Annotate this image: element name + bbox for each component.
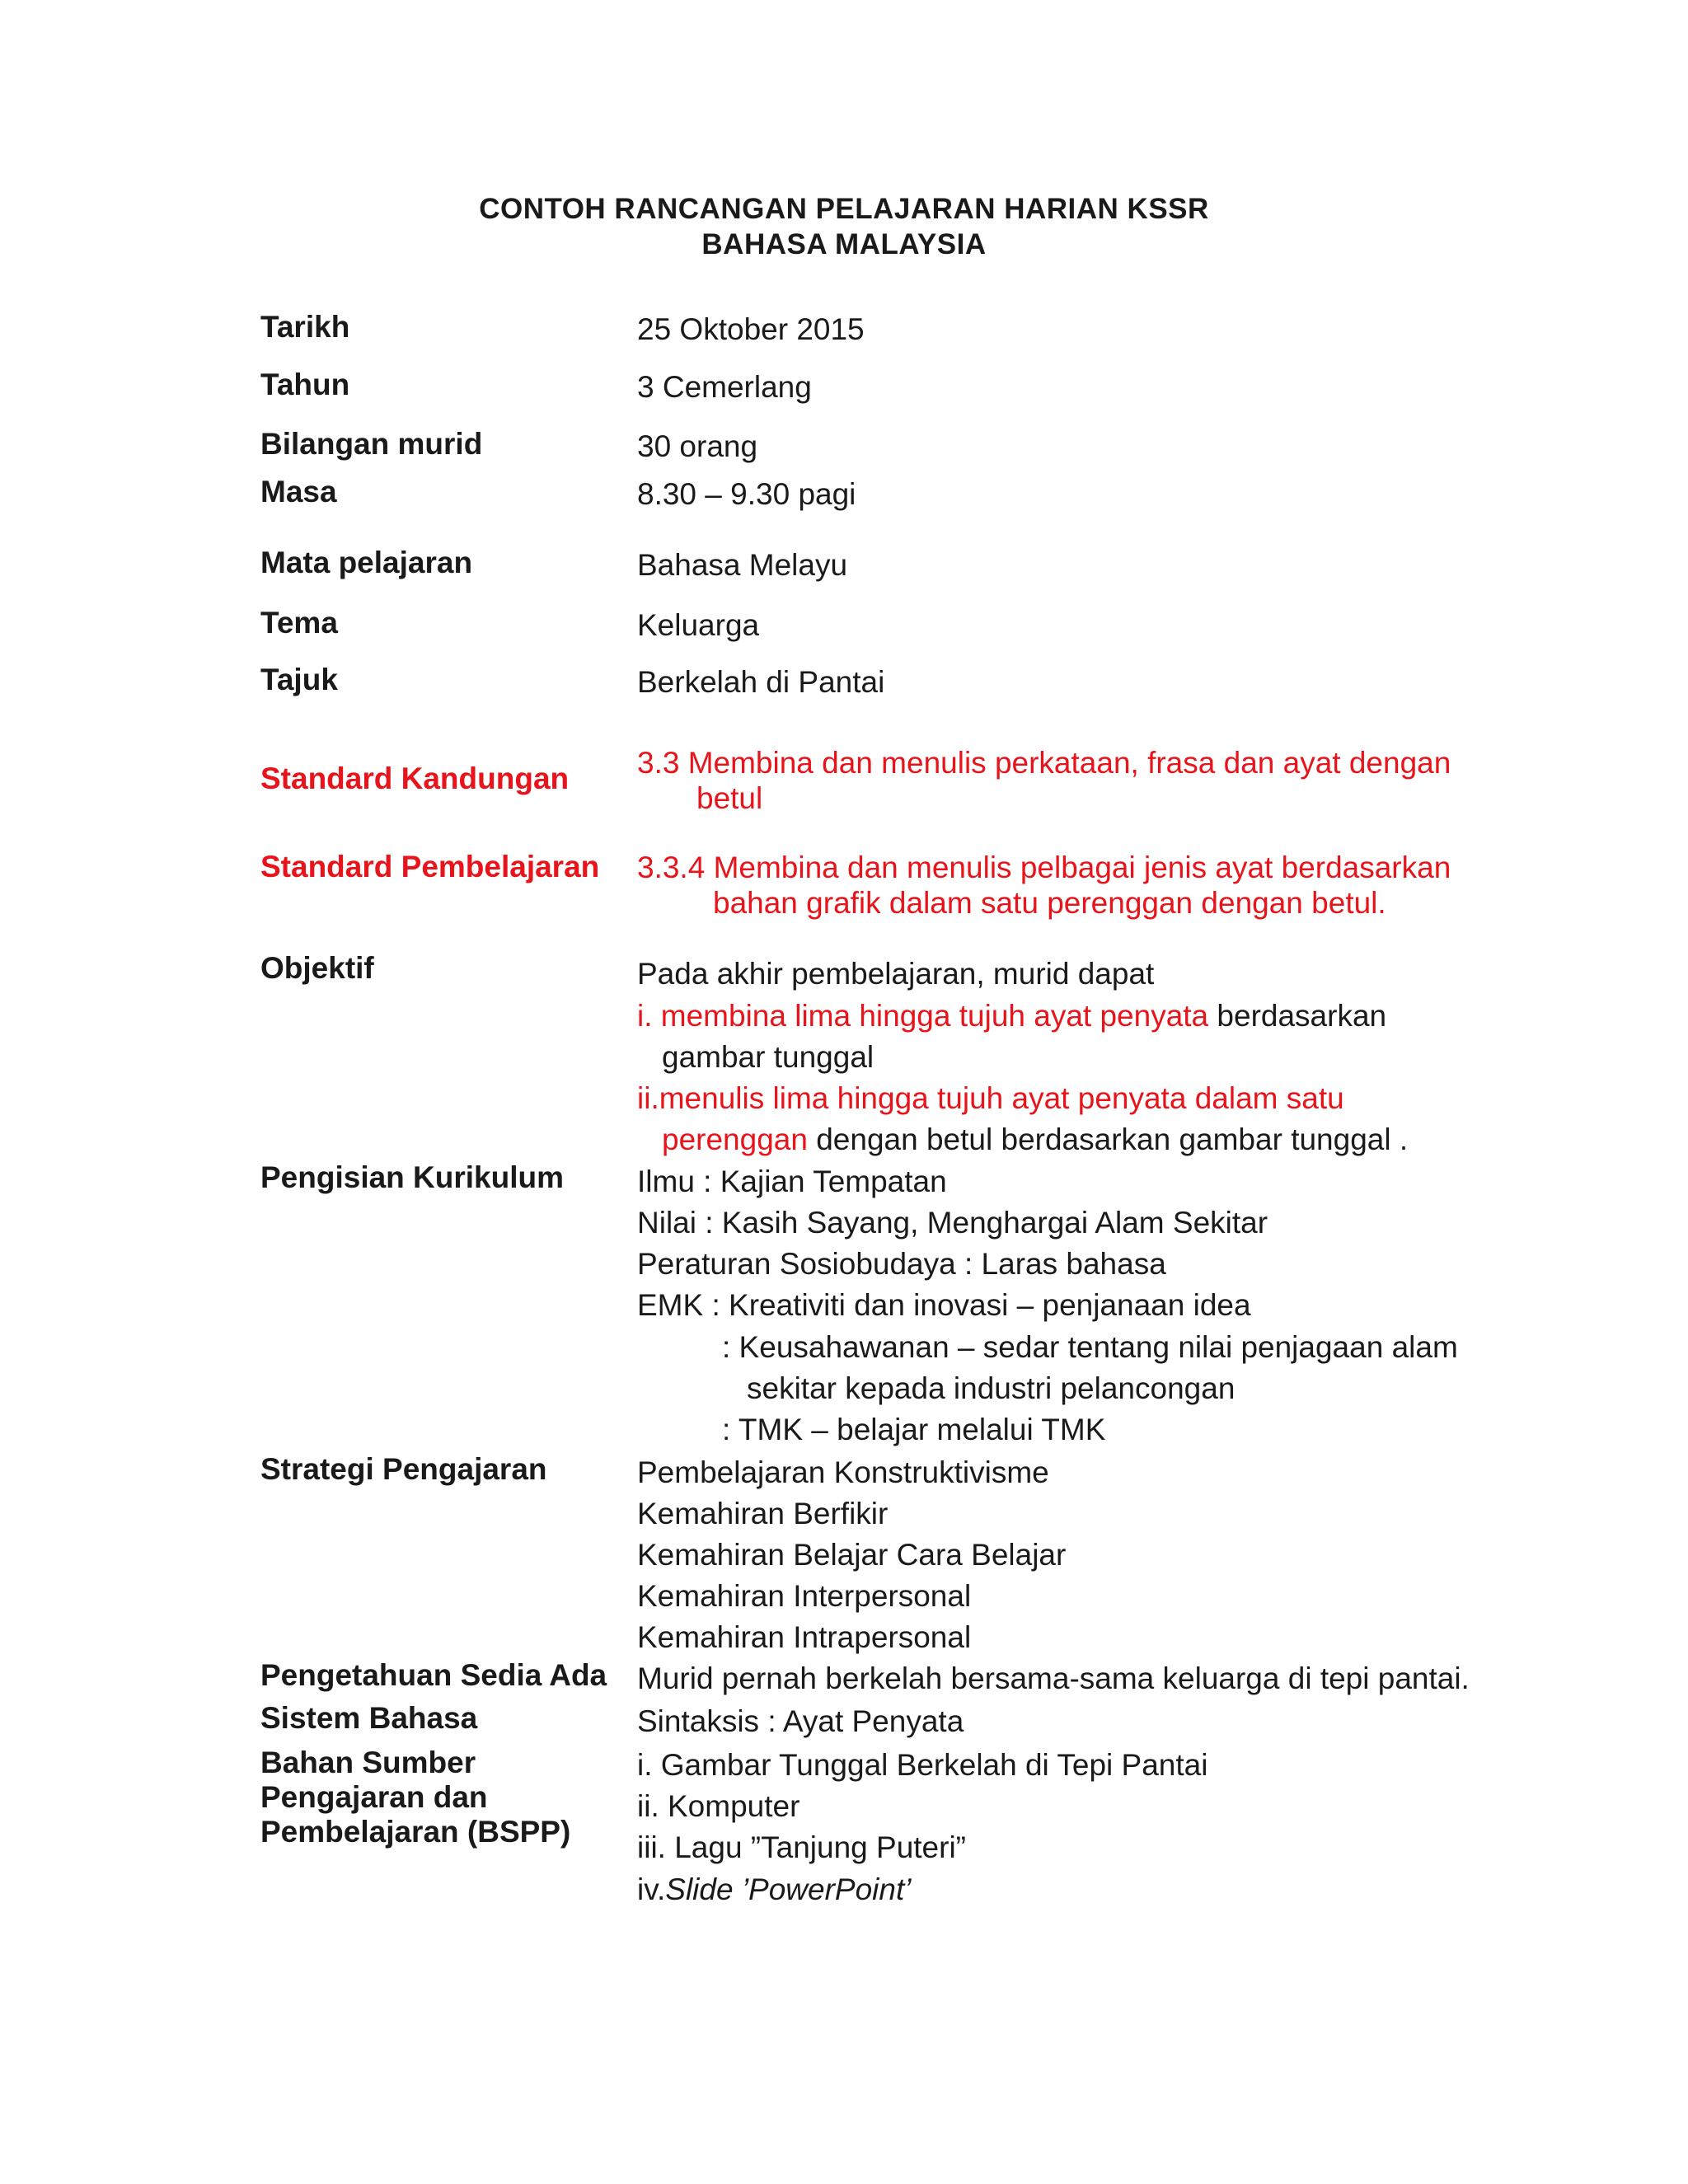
bspp-item-4-prefix: iv.	[637, 1872, 666, 1906]
bspp-item: ii. Komputer	[637, 1789, 800, 1823]
objektif-item-1-continued: gambar tunggal	[662, 1040, 874, 1074]
pengisian-emk-2: : Keusahawanan – sedar tentang nilai penjagaan alam	[722, 1330, 1458, 1364]
objektif-item-1-prefix: i.	[637, 999, 653, 1033]
label-masa: Masa	[260, 475, 337, 509]
label-tahun: Tahun	[260, 368, 350, 401]
objektif-intro: Pada akhir pembelajaran, murid dapat	[637, 957, 1155, 991]
value-sistem-bahasa: Sintaksis : Ayat Penyata	[637, 1704, 964, 1738]
label-standard-kandungan: Standard Kandungan	[260, 762, 570, 795]
strategi-item: Kemahiran Interpersonal	[637, 1579, 972, 1613]
strategi-item: Kemahiran Intrapersonal	[637, 1620, 972, 1654]
objektif-item-2-continued	[662, 1122, 1408, 1157]
bspp-item: i. Gambar Tunggal Berkelah di Tepi Pantai	[637, 1748, 1208, 1782]
pengisian-emk-2-continued: sekitar kepada industri pelancongan	[747, 1371, 1236, 1405]
value-tarikh: 25 Oktober 2015	[637, 312, 865, 346]
label-tema: Tema	[260, 606, 338, 640]
value-tema: Keluarga	[637, 608, 760, 642]
value-standard-kandungan-line1: 3.3 Membina dan menulis perkataan, frasa dan ayat dengan	[637, 746, 1451, 780]
document-subtitle: BAHASA MALAYSIA	[701, 228, 987, 260]
label-bspp-line-2: Pengajaran dan	[260, 1780, 488, 1814]
label-tajuk: Tajuk	[260, 663, 338, 696]
label-tarikh: Tarikh	[260, 310, 350, 344]
bspp-item	[637, 1872, 911, 1907]
strategi-item: Kemahiran Berfikir	[637, 1497, 889, 1530]
value-masa: 8.30 – 9.30 pagi	[637, 477, 856, 511]
document-title: CONTOH RANCANGAN PELAJARAN HARIAN KSSR	[479, 193, 1209, 225]
value-pengetahuan-sedia-ada: Murid pernah berkelah bersama-sama keluarga di tepi pantai.	[637, 1661, 1470, 1695]
objektif-item-2-prefix: ii.	[637, 1081, 659, 1115]
objektif-item-1-rest: berdasarkan	[1208, 999, 1387, 1033]
objektif-item-1	[637, 999, 1386, 1033]
value-standard-pembelajaran-line1: 3.3.4 Membina dan menulis pelbagai jenis ayat berdasarkan	[637, 851, 1451, 884]
value-tahun: 3 Cemerlang	[637, 370, 812, 404]
label-pengisian-kurikulum: Pengisian Kurikulum	[260, 1160, 565, 1194]
label-bspp-line-1: Bahan Sumber	[260, 1746, 476, 1779]
label-mata-pelajaran: Mata pelajaran	[260, 546, 473, 579]
label-bspp-line-3: Pembelajaran (BSPP)	[260, 1815, 571, 1849]
label-strategi-pengajaran: Strategi Pengajaran	[260, 1452, 547, 1486]
label-sistem-bahasa: Sistem Bahasa	[260, 1701, 478, 1735]
objektif-item-2-highlight: menulis lima hingga tujuh ayat penyata dalam satu	[659, 1081, 1344, 1115]
value-tajuk: Berkelah di Pantai	[637, 665, 885, 699]
value-standard-kandungan-line2: betul	[696, 781, 763, 815]
pengisian-ilmu: Ilmu : Kajian Tempatan	[637, 1165, 947, 1198]
value-bilangan-murid: 30 orang	[637, 429, 758, 463]
pengisian-peraturan: Peraturan Sosiobudaya : Laras bahasa	[637, 1247, 1166, 1281]
pengisian-emk-1: EMK : Kreativiti dan inovasi – penjanaan idea	[637, 1288, 1251, 1322]
objektif-item-2	[637, 1081, 1344, 1116]
objektif-item-2-cont-highlight: perenggan	[662, 1122, 808, 1156]
label-objektif: Objektif	[260, 951, 374, 985]
bspp-item-4-italic: Slide ’PowerPoint’	[665, 1872, 912, 1906]
label-bilangan-murid: Bilangan murid	[260, 427, 483, 461]
value-mata-pelajaran: Bahasa Melayu	[637, 548, 848, 582]
bspp-item: iii. Lagu ”Tanjung Puteri”	[637, 1830, 966, 1864]
strategi-item: Pembelajaran Konstruktivisme	[637, 1455, 1049, 1489]
label-pengetahuan-sedia-ada: Pengetahuan Sedia Ada	[260, 1658, 607, 1692]
strategi-item: Kemahiran Belajar Cara Belajar	[637, 1538, 1067, 1572]
value-standard-pembelajaran-line2: bahan grafik dalam satu perenggan dengan betul.	[713, 886, 1386, 920]
objektif-item-2-cont-rest: dengan betul berdasarkan gambar tunggal .	[807, 1122, 1409, 1156]
pengisian-emk-3: : TMK – belajar melalui TMK	[722, 1413, 1106, 1446]
label-standard-pembelajaran: Standard Pembelajaran	[260, 850, 600, 883]
objektif-item-1-highlight: membina lima hingga tujuh ayat penyata	[652, 999, 1209, 1033]
pengisian-nilai: Nilai : Kasih Sayang, Menghargai Alam Sekitar	[637, 1206, 1268, 1240]
